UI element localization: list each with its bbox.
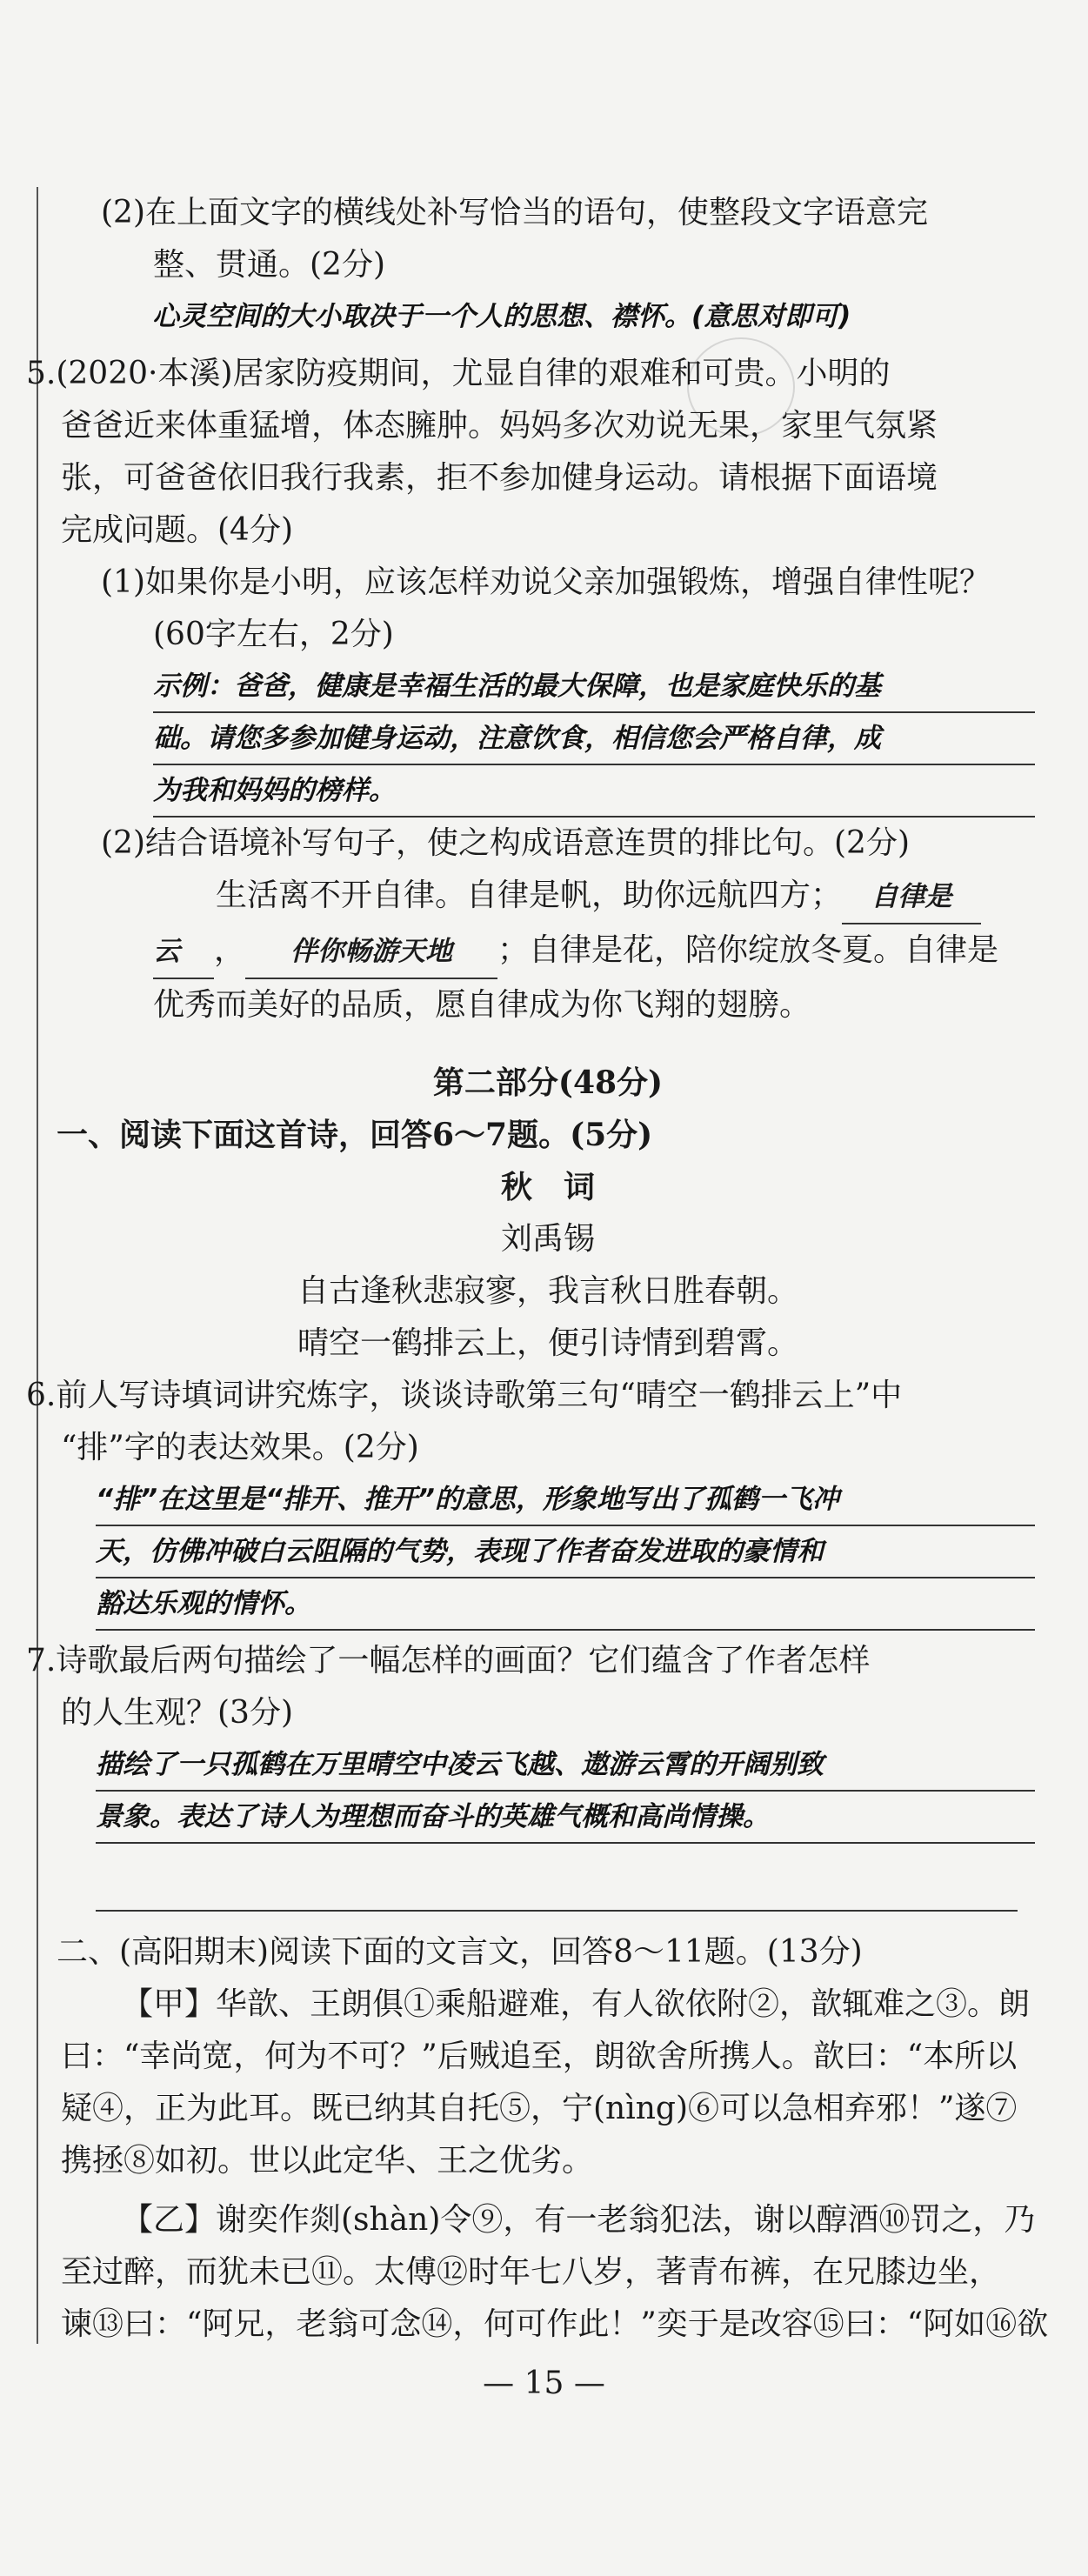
classical-text: 曰：“幸尚宽，何为不可？”后贼追至，朗欲舍所携人。歆曰：“本所以 bbox=[61, 2039, 1018, 2074]
fill-blank-answer: 自律是 bbox=[842, 871, 981, 924]
question-text: 爸爸近来体重猛增，体态臃肿。妈妈多次劝说无果，家里气氛紧 bbox=[61, 408, 938, 444]
margin-rule bbox=[37, 187, 38, 2344]
handwritten-answer: 础。请您多参加健身运动，注意饮食，相信您会严格自律，成 bbox=[153, 713, 1035, 765]
question-text: 整、贯通。(2分) bbox=[153, 247, 385, 283]
handwritten-answer: 景象。表达了诗人为理想而奋斗的英雄气概和高尚情操。 bbox=[96, 1792, 1035, 1844]
question-text: 6.前人写诗填词讲究炼字，谈谈诗歌第三句“晴空一鹤排云上”中 bbox=[26, 1378, 903, 1413]
passage-line bbox=[61, 870, 1035, 924]
handwritten-answer: 心灵空间的大小取决于一个人的思想、襟怀。(意思对即可) bbox=[152, 301, 851, 332]
question-text: 7.诗歌最后两句描绘了一幅怎样的画面？它们蕴含了作者怎样 bbox=[26, 1643, 871, 1678]
poem-title: 秋 词 bbox=[500, 1169, 595, 1205]
section-heading: 一、阅读下面这首诗，回答6～7题。(5分) bbox=[57, 1117, 653, 1153]
poem-author: 刘禹锡 bbox=[500, 1221, 595, 1257]
classical-text: 【甲】华歆、王朗俱①乘船避难，有人欲依附②，歆辄难之③。朗 bbox=[122, 1986, 1031, 2022]
handwritten-answer: 示例：爸爸，健康是幸福生活的最大保障，也是家庭快乐的基 bbox=[153, 661, 1035, 713]
section-heading: 二、(高阳期末)阅读下面的文言文，回答8～11题。(13分) bbox=[57, 1934, 863, 1970]
question-text: 5.(2020·本溪)居家防疫期间，尤显自律的艰难和可贵。小明的 bbox=[26, 356, 891, 391]
question-4-part-2 bbox=[61, 187, 1035, 342]
question-text: 张，可爸爸依旧我行我素，拒不参加健身运动。请根据下面语境 bbox=[61, 460, 938, 496]
subquestion-1-note: (60字左右，2分) bbox=[153, 617, 394, 652]
page-number: — 15 — bbox=[483, 2366, 605, 2401]
answer-rule bbox=[96, 1910, 1018, 1912]
fill-blank-answer: 伴你畅游天地 bbox=[245, 925, 497, 979]
question-7 bbox=[26, 1635, 1035, 1844]
question-text: 完成问题。(4分) bbox=[61, 512, 293, 548]
classical-text: 【乙】谢奕作剡(shàn)令⑨，有一老翁犯法，谢以醇酒⑩罚之，乃 bbox=[122, 2202, 1036, 2238]
classical-text: 疑④，正为此耳。既已纳其自托⑤，宁(nìng)⑥可以急相弃邪！”遂⑦ bbox=[61, 2091, 1018, 2126]
classical-text: 至过醉，而犹未已⑪。太傅⑫时年七八岁，著青布裤，在兄膝边坐， bbox=[61, 2254, 1001, 2290]
question-text: 的人生观？(3分) bbox=[61, 1695, 293, 1731]
handwritten-answer: “排”在这里是“排开、推开”的意思，形象地写出了孤鹤一飞冲 bbox=[96, 1474, 1035, 1526]
poem-line: 晴空一鹤排云上，便引诗情到碧霄。 bbox=[297, 1325, 798, 1361]
part-title: 第二部分(48分) bbox=[432, 1064, 664, 1101]
part-2 bbox=[57, 1057, 1035, 1370]
passage-line: 云 ， 伴你畅游天地 ；自律是花，陪你绽放冬夏。自律是 bbox=[61, 924, 1035, 979]
subquestion-2: (2)结合语境补写句子，使之构成语意连贯的排比句。(2分) bbox=[101, 825, 910, 861]
handwritten-answer: 描绘了一只孤鹤在万里晴空中凌云飞越、遨游云霄的开阔别致 bbox=[96, 1739, 1035, 1792]
poem-line: 自古逢秋悲寂寥，我言秋日胜春朝。 bbox=[297, 1273, 798, 1309]
passage-text: 优秀而美好的品质，愿自律成为你飞翔的翅膀。 bbox=[153, 987, 811, 1023]
question-5 bbox=[26, 348, 1035, 1031]
handwritten-answer: 天，仿佛冲破白云阻隔的气势，表现了作者奋发进取的豪情和 bbox=[96, 1526, 1035, 1578]
question-text: “排”字的表达效果。(2分) bbox=[61, 1430, 419, 1465]
handwritten-answer: 豁达乐观的情怀。 bbox=[96, 1578, 1035, 1631]
subquestion-1: (1)如果你是小明，应该怎样劝说父亲加强锻炼，增强自律性呢？ bbox=[101, 564, 991, 600]
passage-text: ；自律是花，陪你绽放冬夏。自律是 bbox=[497, 932, 999, 968]
handwritten-answer: 为我和妈妈的榜样。 bbox=[153, 765, 1035, 818]
question-text: (2)在上面文字的横线处补写恰当的语句，使整段文字语意完 bbox=[101, 195, 928, 230]
classical-text: 携拯⑧如初。世以此定华、王之优劣。 bbox=[61, 2143, 594, 2179]
question-6 bbox=[26, 1370, 1035, 1631]
passage-text: 生活离不开自律。自律是帆，助你远航四方； bbox=[216, 878, 843, 913]
fill-blank-answer: 云 bbox=[153, 925, 214, 979]
classical-text: 谏⑬曰：“阿兄，老翁可念⑭，何可作此！”奕于是改容⑮曰：“阿如⑯欲 bbox=[61, 2306, 1049, 2342]
section-2 bbox=[57, 1926, 1049, 2351]
